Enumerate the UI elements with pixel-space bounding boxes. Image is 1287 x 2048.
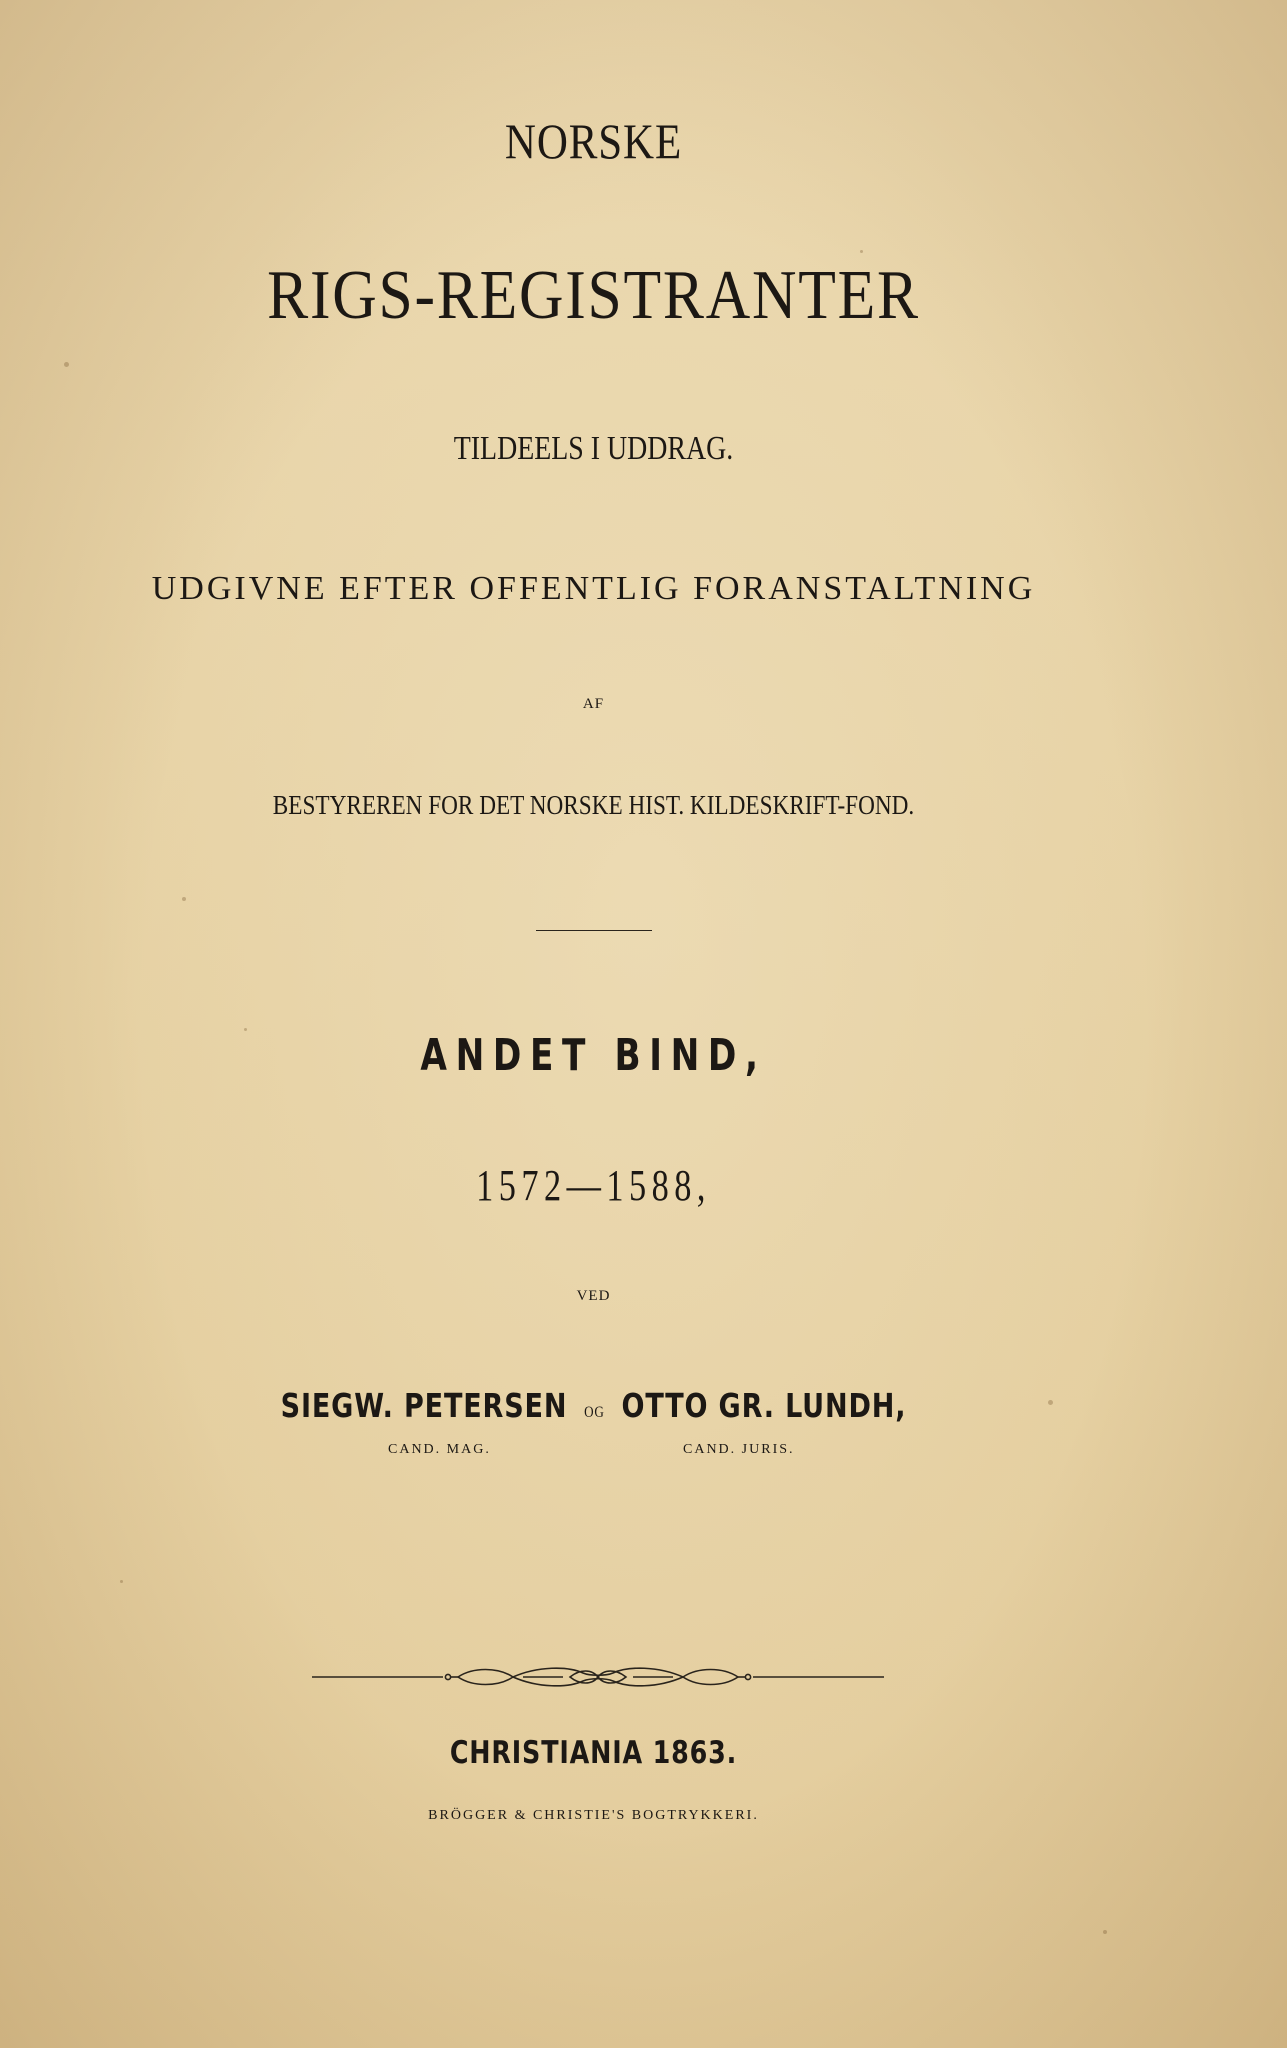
authors-line	[0, 1386, 1237, 1425]
paper-speck	[120, 1580, 123, 1583]
author-2: OTTO GR. LUNDH,	[621, 1386, 907, 1425]
subtitle-tildeels: TILDEELS I UDDRAG.	[453, 430, 734, 467]
paper-speck	[244, 1028, 247, 1031]
by-label: VED	[576, 1288, 611, 1304]
authors-inner	[281, 1386, 907, 1425]
paper-speck	[64, 362, 69, 367]
printer-imprint: BRÖGGER & CHRISTIE'S BOGTRYKKERI.	[428, 1808, 759, 1823]
ornament-divider	[308, 1660, 888, 1694]
short-rule	[536, 930, 652, 931]
author-2-degree: CAND. JURIS.	[683, 1442, 795, 1457]
subtitle-udgivne: UDGIVNE EFTER OFFENTLIG FORANSTALTNING	[151, 570, 1036, 607]
author-conjunction: OG	[584, 1404, 605, 1421]
paper-speck	[182, 897, 186, 901]
title-rigs-registranter: RIGS-REGISTRANTER	[267, 257, 920, 334]
subtitle-bestyreren: BESTYREREN FOR DET NORSKE HIST. KILDESKRIFT-FOND.	[272, 790, 915, 820]
volume-label: ANDET BIND,	[420, 1030, 767, 1081]
author-1-degree: CAND. MAG.	[388, 1442, 491, 1457]
paper-speck	[1103, 1930, 1107, 1934]
paper-speck	[860, 250, 863, 253]
title-norske: NORSKE	[504, 113, 683, 169]
paper-speck	[1048, 1400, 1053, 1405]
subtitle-af: AF	[582, 696, 605, 712]
author-1: SIEGW. PETERSEN	[280, 1386, 568, 1425]
year-range: 1572—1588,	[476, 1161, 711, 1210]
place-and-year: CHRISTIANIA 1863.	[449, 1735, 738, 1771]
